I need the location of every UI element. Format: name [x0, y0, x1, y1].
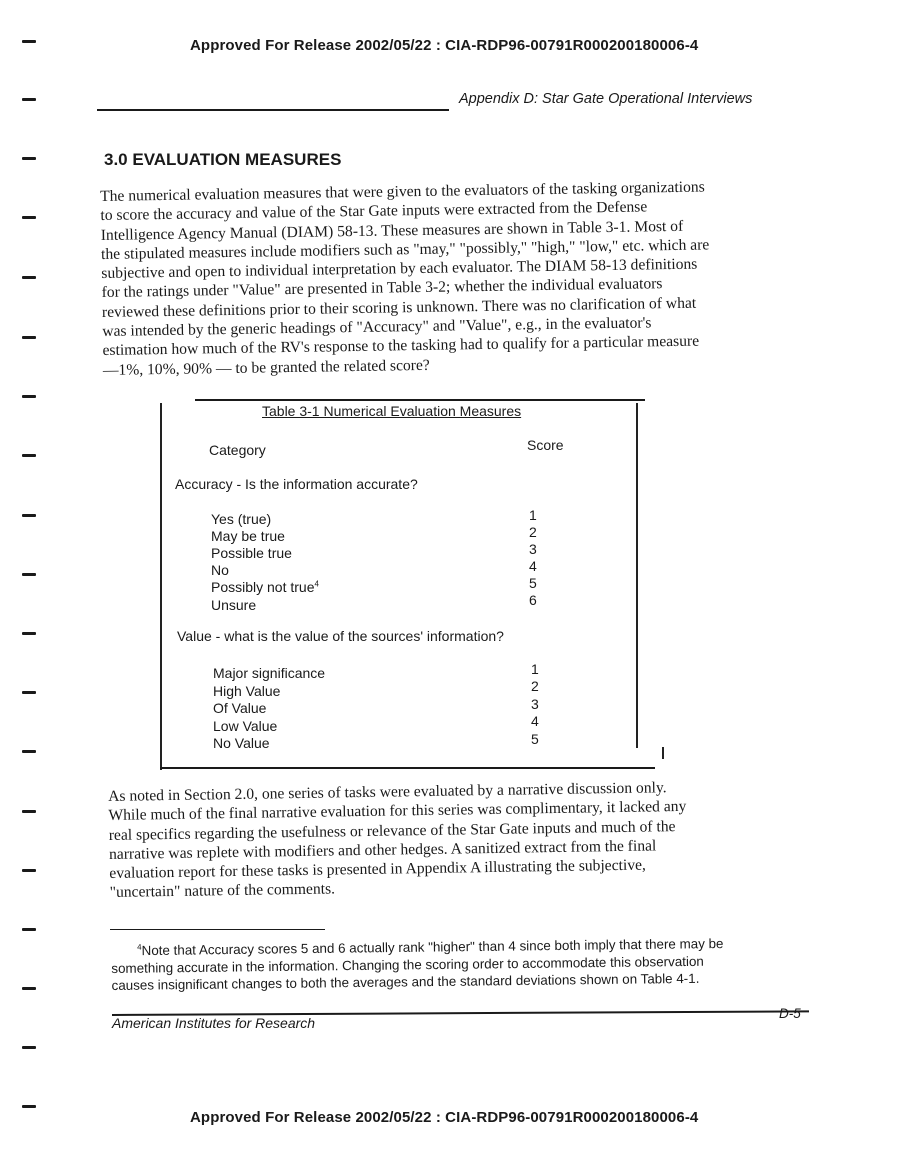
paragraph-line: —1%, 10%, 90% — to be granted the related score? [102, 356, 430, 379]
value-item-label: No Value [213, 735, 270, 751]
footer-organization: American Institutes for Research [112, 1015, 316, 1031]
accuracy-item-label: Yes (true) [211, 511, 272, 527]
value-item-score: 1 [531, 661, 539, 677]
accuracy-item-score: 1 [529, 507, 537, 523]
value-item-label: Low Value [213, 718, 278, 734]
accuracy-item-score: 4 [529, 558, 537, 574]
table-left-border [160, 403, 162, 770]
value-heading: Value - what is the value of the sources' information? [177, 628, 504, 644]
section-heading: 3.0 EVALUATION MEASURES [104, 150, 342, 169]
accuracy-item-score: 6 [529, 592, 537, 608]
paragraph-line: for the ratings under "Value" are presented in Table 3-2; whether the individual evaluators [101, 275, 663, 302]
paragraph-line: estimation how much of the RV's response to the tasking had to qualify for a particular measure [102, 332, 700, 360]
accuracy-item-label [211, 579, 319, 595]
value-item-label: High Value [213, 683, 281, 699]
paragraph-line: Intelligence Agency Manual (DIAM) 58-13. These measures are shown in Table 3-1. Most of [100, 217, 684, 244]
value-item-score: 2 [531, 678, 539, 694]
paragraph-line: to score the accuracy and value of the Star Gate inputs were extracted from the Defense [100, 198, 648, 225]
table-bottom-rule [160, 767, 655, 769]
paragraph-line: evaluation report for these tasks is presented in Appendix A illustrating the subjective, [109, 856, 647, 883]
accuracy-heading: Accuracy - Is the information accurate? [175, 476, 418, 492]
table-right-border [636, 403, 638, 748]
value-item-label: Of Value [213, 700, 267, 716]
accuracy-item-label: No [211, 562, 229, 578]
footnote-line: something accurate in the information. Changing the scoring order to accommodate this observation [111, 953, 704, 976]
accuracy-item-score: 5 [529, 575, 537, 591]
running-header: Appendix D: Star Gate Operational Interviews [459, 91, 753, 107]
footnote-line-text: Note that Accuracy scores 5 and 6 actually rank "higher" than 4 since both imply that there may be [141, 935, 724, 959]
paragraph-line: "uncertain" nature of the comments. [109, 880, 336, 902]
accuracy-item-score: 3 [529, 541, 537, 557]
value-item-score: 5 [531, 731, 539, 747]
page-number: D-5 [779, 1006, 801, 1021]
accuracy-item-label-text: Possibly not true [211, 579, 315, 595]
paragraph-line: the stipulated measures include modifiers such as "may," "possibly," "high," "low," etc. which are [100, 236, 710, 263]
paragraph-line: The numerical evaluation measures that were given to the evaluators of the tasking organizations [100, 178, 705, 205]
paragraph-line: narrative was replete with modifiers and other hedges. A sanitized extract from the final [108, 837, 657, 863]
release-footer: Approved For Release 2002/05/22 : CIA-RDP96-00791R000200180006-4 [190, 1109, 699, 1126]
release-header: Approved For Release 2002/05/22 : CIA-RDP96-00791R000200180006-4 [190, 37, 699, 54]
table-top-rule [195, 399, 645, 401]
table-title: Table 3-1 Numerical Evaluation Measures [262, 403, 522, 419]
value-item-label: Major significance [213, 665, 326, 681]
accuracy-item-score: 2 [529, 524, 537, 540]
column-header-score: Score [527, 437, 564, 453]
footnote-marker: 4 [314, 579, 319, 589]
table-right-mark [662, 747, 664, 759]
paragraph-line: real specifics regarding the usefulness or relevance of the Star Gate inputs and much of the [108, 817, 676, 844]
paragraph-narrative [108, 778, 688, 903]
value-item-score: 3 [531, 696, 539, 712]
paragraph-line: While much of the final narrative evaluation for this series was complimentary, it lacked any [108, 798, 687, 825]
accuracy-item-label: Unsure [211, 597, 257, 613]
footnote [111, 932, 724, 995]
footnote-line: causes insignificant changes to both the averages and the standard deviations shown on Table 4-1. [111, 971, 700, 994]
value-item-score: 4 [531, 713, 539, 729]
footnote-marker: 4 [137, 942, 142, 952]
paragraph-line: subjective and open to individual interpretation by each evaluator. The DIAM 58-13 definitions [101, 255, 698, 283]
paragraph-line: was intended by the generic headings of "Accuracy" and "Value", e.g., in the evaluator's [102, 314, 652, 341]
accuracy-item-label: Possible true [211, 545, 292, 561]
paragraph-line: As noted in Section 2.0, one series of tasks were evaluated by a narrative discussion only. [108, 779, 667, 805]
footnote-separator [110, 929, 325, 930]
accuracy-item-label: May be true [211, 528, 285, 544]
paragraph-line: reviewed these definitions prior to their scoring is unknown. There was no clarification of what [101, 294, 697, 321]
column-header-category: Category [209, 442, 266, 458]
